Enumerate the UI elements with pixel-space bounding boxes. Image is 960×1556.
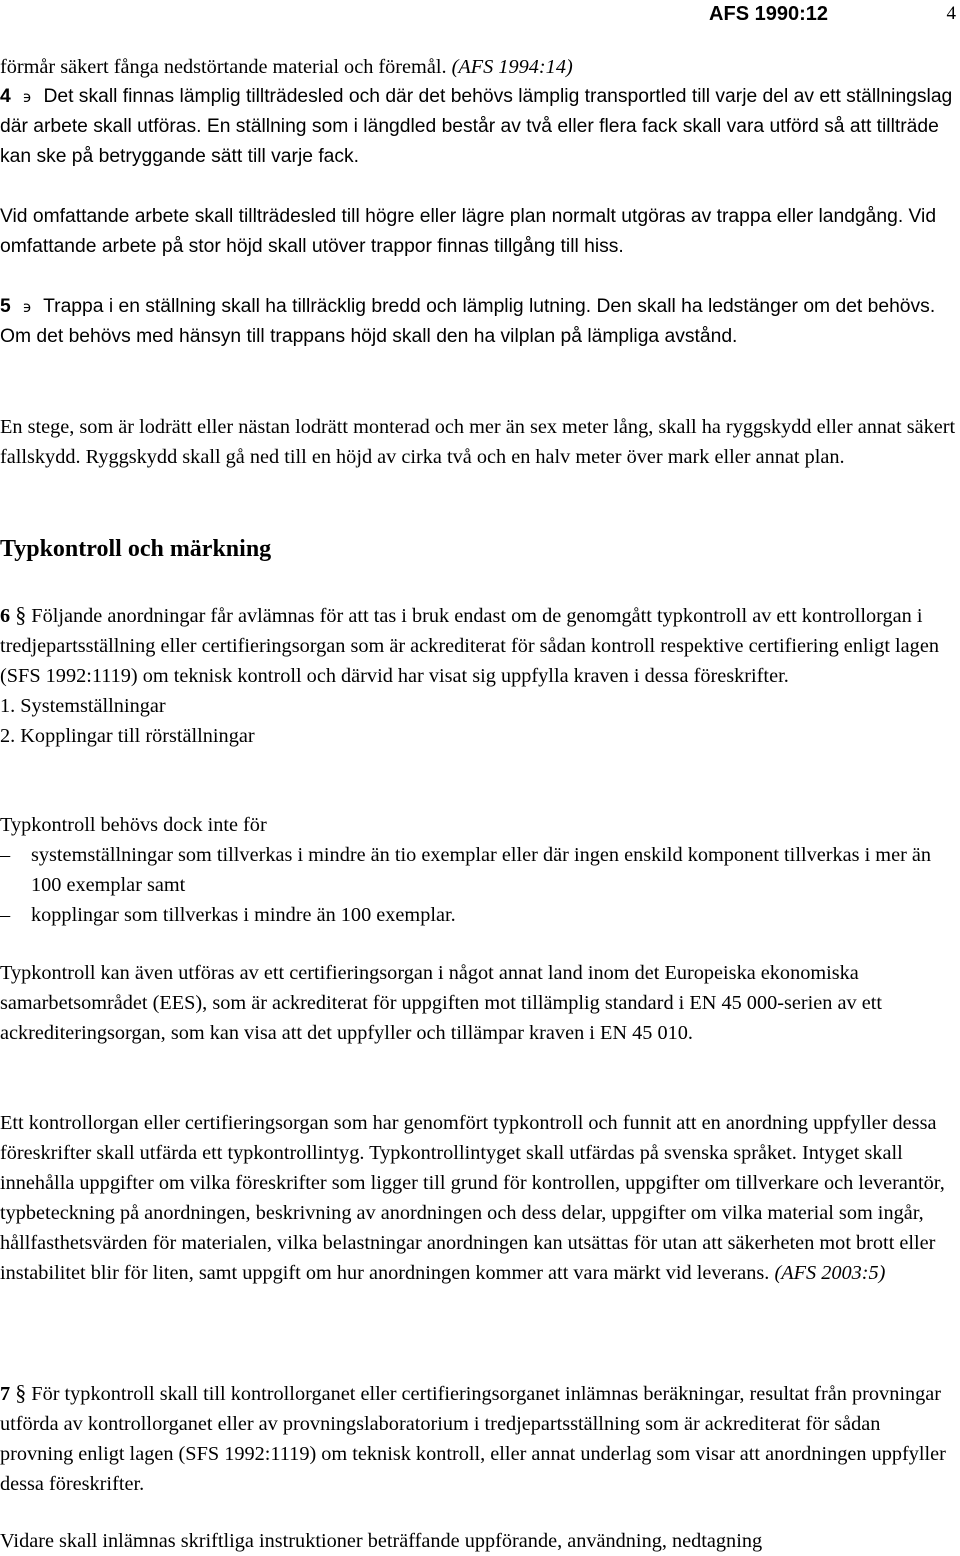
section-number: 6	[0, 605, 11, 627]
paragraph-text: Vidare skall inlämnas skriftliga instruktioner beträffande uppförande, användning, nedtagning	[0, 1530, 763, 1552]
paragraph-text: Typkontroll kan även utföras av ett certifieringsorgan i något annat land inom det Europeiska ekonomiska samarbetsområdet (EES), som är ackrediterat för uppgiften mot tillämplig standard i EN 45 000-serien av ett ackrediteringsorgan, som kan visa att det uppfyller och tillämpar kraven i EN 45 010.	[0, 962, 882, 1044]
paragraph-ladder	[0, 412, 958, 472]
numbered-item: 2. Kopplingar till rörställningar	[0, 725, 255, 747]
amendment-reference: (AFS 2003:5)	[774, 1262, 886, 1284]
section-text: För typkontroll skall till kontrollorganet eller certifieringsorganet inlämnas beräkningar, resultat från provningar utförda av kontrollorganet eller av provningslaboratorium i tredjepartsställning som är ackrediterat för sådan provning enligt lagen (SFS 1992:1119) om teknisk kontroll, eller annat underlag som visar att anordningen uppfyller dessa föreskrifter.	[0, 1383, 946, 1495]
section-number: 4	[0, 86, 11, 107]
list-intro: Typkontroll behövs dock inte för	[0, 814, 267, 836]
page-header	[0, 0, 960, 28]
dash-marker: –	[0, 904, 11, 926]
list-item-text: systemställningar som tillverkas i mindre än tio exemplar eller där ingen enskild komponent tillverkas i mer än 100 exemplar samt	[31, 844, 932, 896]
section-number: 7	[0, 1383, 11, 1405]
paragraph-stairs	[0, 202, 958, 262]
list-item	[0, 900, 958, 930]
amendment-reference: (AFS 1994:14)	[451, 56, 573, 78]
section-number: 5	[0, 296, 11, 317]
section-symbol: ϶	[22, 298, 32, 316]
dash-marker: –	[0, 844, 11, 866]
paragraph-continuation	[0, 52, 958, 82]
paragraph-text: En stege, som är lodrätt eller nästan lodrätt monterad och mer än sex meter lång, skall ha ryggskydd eller annat säkert fallskydd. Ryggskydd skall gå ned till en höjd av cirka två och en halv meter över mark eller annat plan.	[0, 416, 956, 468]
document-id: AFS 1990:12	[709, 3, 828, 25]
paragraph-text: Ett kontrollorgan eller certifieringsorgan som har genomfört typkontroll och funnit att en anordning uppfyller dessa föreskrifter skall utfärda ett typkontrollintyg. Typkontrollintyget skall utfärdas på svenska språket. Intyget skall innehålla uppgifter om vilka föreskrifter som ligger till grund för kontrollen, uppgifter om tillverkare och leverantör, typbeteckning på anordningen, beskrivning av anordningen och dess delar, uppgifter om vilka material som ingår, hållfasthetsvärden för materialen, vilka belastningar anordningen kan utsättas för utan att säkerheten mot brott eller instabilitet blir för liten, samt uppgift om hur anordningen kommer att vara märkt vid leverans.	[0, 1112, 945, 1284]
section-text: Trappa i en ställning skall ha tillräcklig bredd och lämplig lutning. Den skall ha ledstänger om det behövs. Om det behövs med hänsyn till trappans höjd skall den ha vilplan på lämpliga avstånd.	[0, 296, 936, 347]
page-number: 4	[946, 3, 956, 24]
section-heading: Typkontroll och märkning	[0, 536, 272, 562]
section-text: Följande anordningar får avlämnas för att tas i bruk endast om de genomgått typkontroll av ett kontrollorgan i tredjepartsställning eller certifieringsorgan som är ackrediterat för sådan kontroll respektive certifiering enligt lagen (SFS 1992:1119) om teknisk kontroll och därvid har visat sig uppfylla kraven i dessa föreskrifter.	[0, 605, 939, 687]
section-5	[0, 292, 958, 352]
exception-list	[0, 810, 958, 930]
list-item	[0, 840, 958, 900]
paragraph-certificate	[0, 1108, 958, 1288]
paragraph-text: Vid omfattande arbete skall tillträdesled till högre eller lägre plan normalt utgöras av trappa eller landgång. Vid omfattande arbete på stor höjd skall utöver trappor finnas tillgång till hiss.	[0, 206, 937, 257]
list-item-text: kopplingar som tillverkas i mindre än 100 exemplar.	[31, 904, 456, 926]
section-symbol: §	[15, 1380, 27, 1405]
section-text-2: En ställning som i längdled består av två eller flera fack skall vara utförd så att tillträde kan ske på betryggande sätt till varje fack.	[0, 116, 939, 167]
section-6	[0, 600, 958, 751]
section-4	[0, 82, 958, 172]
paragraph-instructions	[0, 1526, 958, 1556]
section-symbol: §	[15, 602, 27, 627]
section-symbol: ϶	[22, 88, 32, 106]
section-text: Det skall finnas lämplig tillträdesled och där det behövs lämplig transportled till varje del av ett ställningslag där arbete skall utföras.	[0, 86, 953, 137]
numbered-item: 1. Systemställningar	[0, 695, 166, 717]
paragraph-ees	[0, 958, 958, 1048]
paragraph-text: förmår säkert fånga nedstörtande material och föremål.	[0, 56, 452, 78]
section-7	[0, 1378, 958, 1499]
